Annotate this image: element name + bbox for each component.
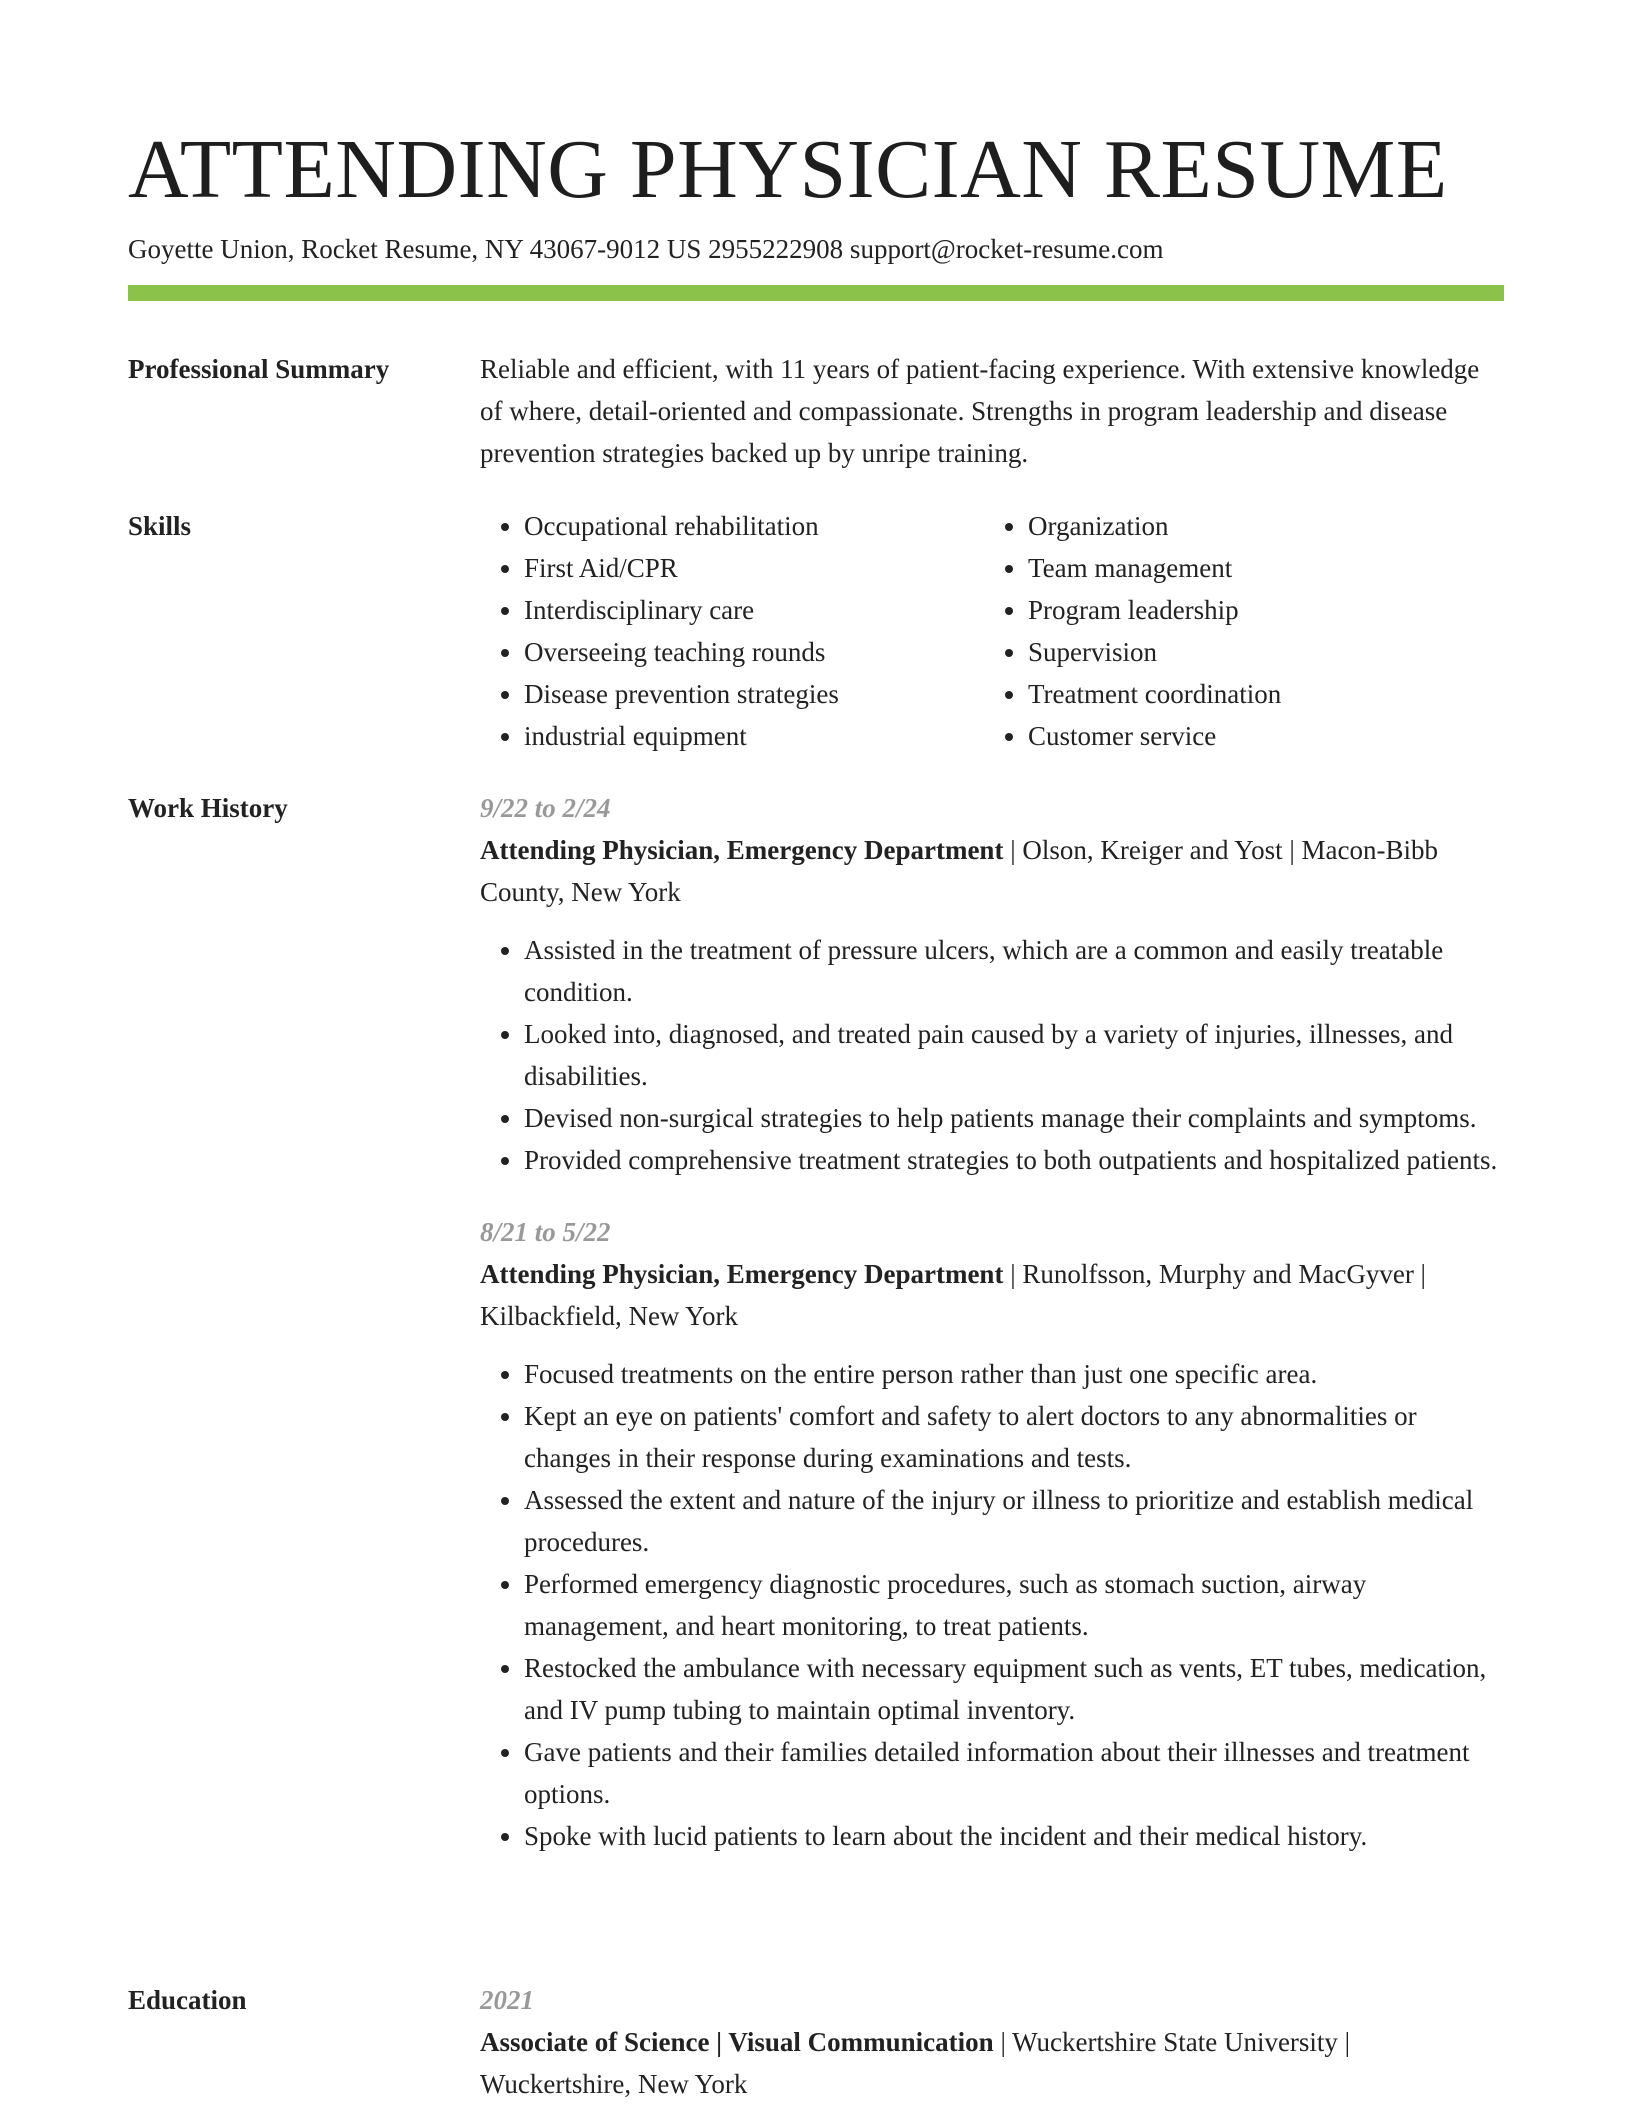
job-bullets: [480, 1353, 1504, 1857]
skill-item: • Interdisciplinary care: [524, 589, 984, 631]
job-bullet: • Assisted in the treatment of pressure ulcers, which are a common and easily treatable condition.: [524, 929, 1504, 1013]
work-history-label: Work History: [128, 793, 288, 823]
job-bullet: • Focused treatments on the entire person rather than just one specific area.: [524, 1353, 1504, 1395]
job-heading: [480, 829, 1504, 913]
header-divider: [128, 285, 1504, 301]
job-date: 8/21 to 5/22: [480, 1217, 611, 1247]
skills-label: Skills: [128, 511, 192, 541]
job-bullet: • Looked into, diagnosed, and treated pain caused by a variety of injuries, illnesses, and disabilities.: [524, 1013, 1504, 1097]
education-degree: Associate of Science | Visual Communication: [480, 2027, 994, 2057]
job-bullet: • Kept an eye on patients' comfort and safety to alert doctors to any abnormalities or changes in their response during examinations and tests.: [524, 1395, 1504, 1479]
skill-item: • Occupational rehabilitation: [524, 505, 984, 547]
skill-item: • Team management: [1028, 547, 1488, 589]
education-heading: [480, 2021, 1504, 2105]
skill-item: • Treatment coordination: [1028, 673, 1488, 715]
job-details: | Runolfsson, Murphy and MacGyver | Kilbackfield, New York: [480, 1259, 1426, 1331]
summary-text: Reliable and efficient, with 11 years of patient-facing experience. With extensive knowledge of where, detail-oriented and compassionate. Strengths in program leadership and disease prevention strategies backed up by unripe training.: [480, 354, 1480, 468]
skill-item: • Disease prevention strategies: [524, 673, 984, 715]
skills-list-right: [984, 505, 1488, 757]
education-label: Education: [128, 1985, 247, 2015]
skill-item: • First Aid/CPR: [524, 547, 984, 589]
job-title: Attending Physician, Emergency Department: [480, 1259, 1004, 1289]
skill-item: • Customer service: [1028, 715, 1488, 757]
job-details: | Olson, Kreiger and Yost | Macon-Bibb County, New York: [480, 835, 1438, 907]
education-date: 2021: [480, 1985, 534, 2015]
skill-item: • Program leadership: [1028, 589, 1488, 631]
resume-title: ATTENDING PHYSICIAN RESUME: [128, 123, 1448, 216]
skill-item: • Overseeing teaching rounds: [524, 631, 984, 673]
job-bullet: • Spoke with lucid patients to learn about the incident and their medical history.: [524, 1815, 1504, 1857]
education-details: | Wuckertshire State University | Wuckertshire, New York: [480, 2027, 1351, 2099]
job-bullet: • Restocked the ambulance with necessary equipment such as vents, ET tubes, medication, and IV pump tubing to maintain optimal inventory.: [524, 1647, 1504, 1731]
skill-item: • industrial equipment: [524, 715, 984, 757]
job-heading: [480, 1253, 1504, 1337]
job-date: 9/22 to 2/24: [480, 793, 611, 823]
job-bullet: • Provided comprehensive treatment strategies to both outpatients and hospitalized patients.: [524, 1139, 1504, 1181]
job-entry: [480, 787, 1504, 1181]
job-bullet: • Performed emergency diagnostic procedures, such as stomach suction, airway management, and heart monitoring, to treat patients.: [524, 1563, 1504, 1647]
job-bullet: • Devised non-surgical strategies to help patients manage their complaints and symptoms.: [524, 1097, 1504, 1139]
skills-list-left: [480, 505, 984, 757]
skill-item: • Supervision: [1028, 631, 1488, 673]
skill-item: • Organization: [1028, 505, 1488, 547]
job-entry: [480, 1211, 1504, 1857]
job-bullet: • Gave patients and their families detailed information about their illnesses and treatment options.: [524, 1731, 1504, 1815]
job-title: Attending Physician, Emergency Department: [480, 835, 1004, 865]
summary-label: Professional Summary: [128, 354, 390, 384]
job-bullet: • Assessed the extent and nature of the injury or illness to prioritize and establish medical procedures.: [524, 1479, 1504, 1563]
job-bullets: [480, 929, 1504, 1181]
contact-line: Goyette Union, Rocket Resume, NY 43067-9012 US 2955222908 support@rocket-resume.com: [128, 234, 1164, 264]
